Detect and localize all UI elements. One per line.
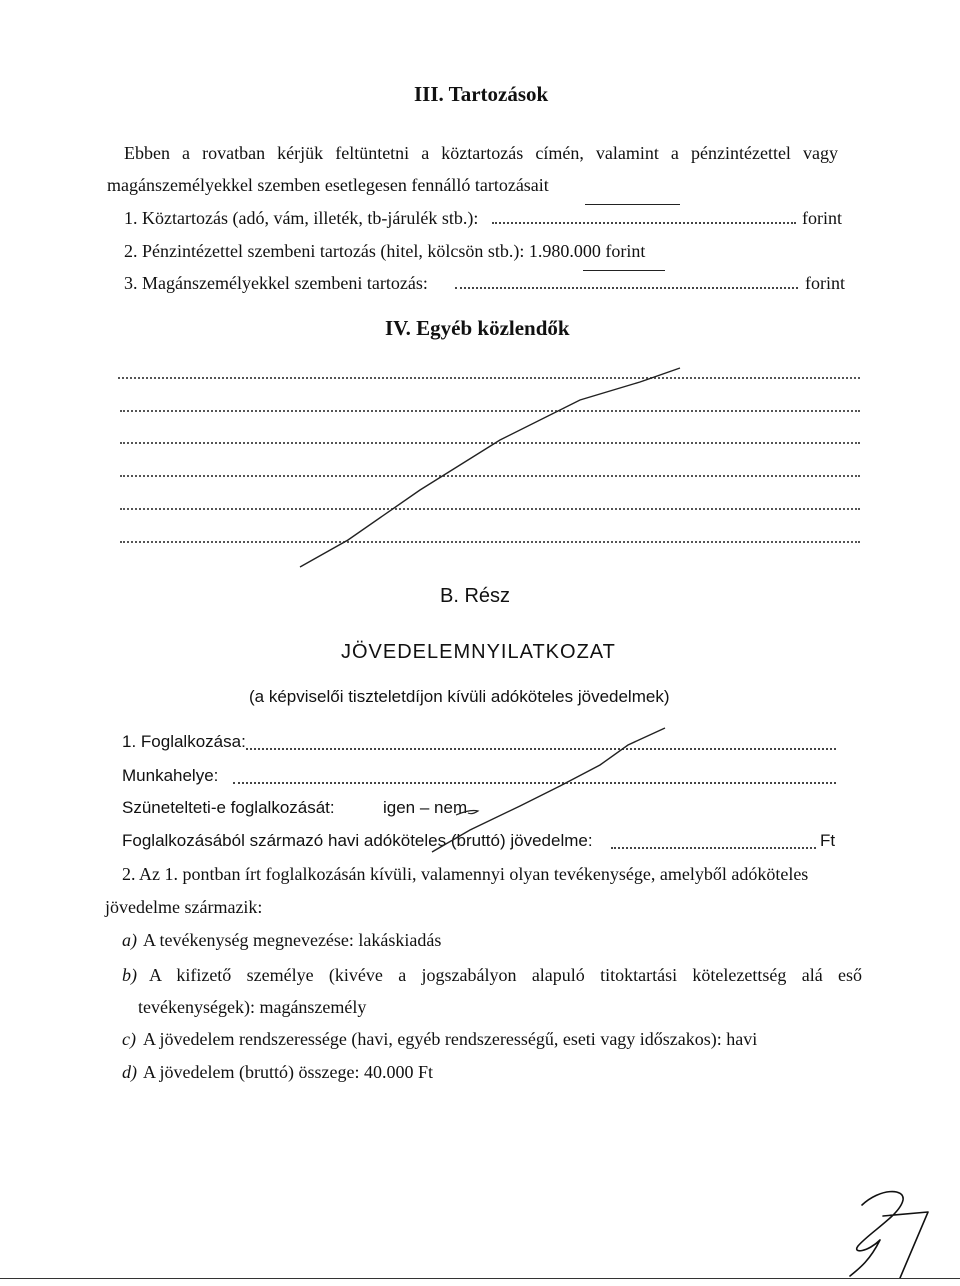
section3-item1-strike [585,204,680,205]
notes-line-3 [120,442,860,444]
section3-heading: III. Tartozások [414,82,549,106]
income-field [611,847,816,849]
workplace-label: Munkahelye: [122,766,219,785]
item-a-marker: a) [122,930,137,950]
partB-item2-line1: 2. Az 1. pontban írt foglalkozásán kívüli, valamennyi olyan tevékenysége, amelyből adóköteles [122,864,809,884]
page-bottom-rule [0,1278,960,1279]
partB-title: JÖVEDELEMNYILATKOZAT [341,641,616,663]
section3-item1-label: 1. Köztartozás (adó, vám, illeték, tb-járulék stb.): [124,208,479,228]
suspended-label: Szünetelteti-e foglalkozását: [122,798,335,817]
occupation-field [246,748,836,750]
income-label: Foglalkozásából származó havi adóköteles (bruttó) jövedelme: [122,831,593,850]
notes-cancel-stroke [300,368,680,567]
section3-item1-fill [492,222,796,224]
section3-item3-unit: forint [805,273,845,293]
income-unit: Ft [820,831,836,850]
section3-item2: 2. Pénzintézettel szembeni tartozás (hitel, kölcsön stb.): 1.980.000 forint [124,241,646,261]
item-a-text: A tevékenység megnevezése: lakáskiadás [143,930,442,950]
notes-line-2 [120,410,860,412]
notes-line-1 [118,377,860,379]
item-d-text: A jövedelem (bruttó) összege: 40.000 Ft [143,1062,433,1082]
item-d-marker: d) [122,1062,137,1082]
section3-item3-label: 3. Magánszemélyekkel szembeni tartozás: [124,273,428,293]
workplace-field [233,782,836,784]
section3-intro-line1: Ebben a rovatban kérjük feltüntetni a köztartozás címén, valamint a pénzintézettel vagy [124,143,838,163]
section3-item3-strike [583,270,665,271]
item-c-text: A jövedelem rendszeressége (havi, egyéb rendszerességű, eseti vagy időszakos): havi [143,1029,758,1049]
section3-item3-fill [455,287,798,289]
section3-item1-unit: forint [802,208,842,228]
suspended-options: igen – nem [383,798,468,817]
signature-stroke [850,1192,928,1278]
item-c-marker: c) [122,1029,136,1049]
notes-line-4 [120,475,860,477]
section3-intro-line2: magánszemélyekkel szemben esetlegesen fennálló tartozásait [107,175,549,195]
occupation-label: 1. Foglalkozása: [122,732,246,751]
partB-item2-line2: jövedelme származik: [105,897,263,917]
item-b-marker: b) [122,965,137,985]
section4-heading: IV. Egyéb közlendők [385,316,570,340]
item-b-text-line2: tevékenységek): magánszemély [138,997,367,1017]
notes-line-5 [120,508,860,510]
partB-subtitle: (a képviselői tiszteletdíjon kívüli adóköteles jövedelmek) [249,687,670,706]
partB-heading: B. Rész [440,585,511,607]
notes-line-6 [120,541,860,543]
item-b-text-line1: A kifizető személye (kivéve a jogszabályon alapuló titoktartási kötelezettség alá eső [149,965,862,985]
